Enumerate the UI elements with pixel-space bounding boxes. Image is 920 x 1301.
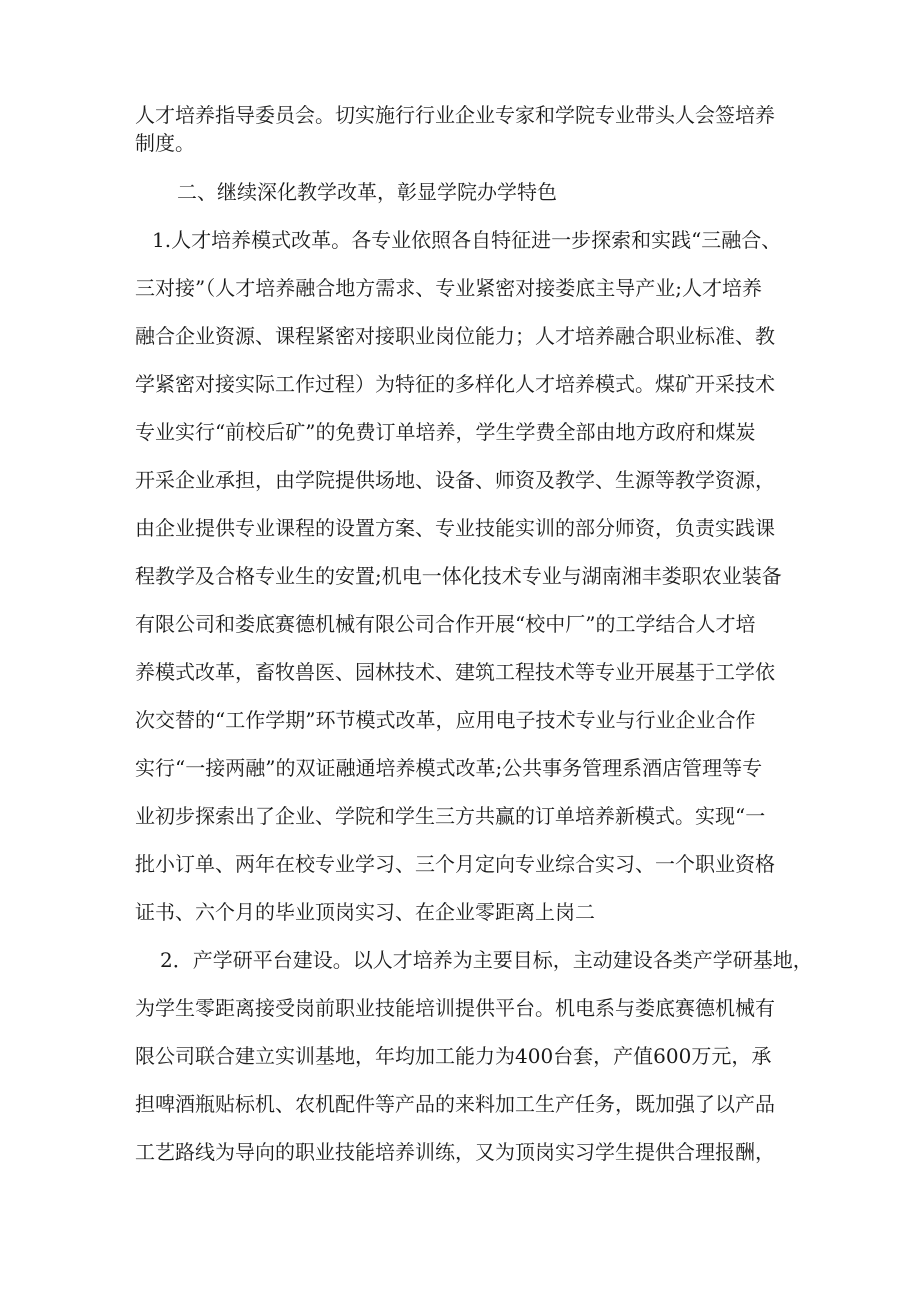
text-line: 证书、六个月的毕业顶岗实习、在企业零距离上岗二 — [135, 900, 595, 924]
text-line: 融合企业资源、课程紧密对接职业岗位能力；人才培养融合职业标准、教 — [135, 324, 775, 348]
section-heading: 二、继续深化教学改革，彰显学院办学特色 — [177, 180, 557, 204]
text-line: 1.人才培养模式改革。各专业依照各自特征进一步探索和实践“三融合、 — [152, 228, 782, 252]
text-line: 工艺路线为导向的职业技能培养训练，又为顶岗实习学生提供合理报酬， — [135, 1140, 775, 1164]
text-line: 学紧密对接实际工作过程）为特征的多样化人才培养模式。煤矿开采技术 — [135, 372, 775, 396]
text-line: 次交替的“工作学期”环节模式改革，应用电子技术专业与行业企业合作 — [135, 708, 756, 732]
text-line: 限公司联合建立实训基地，年均加工能力为400台套，产值600万元，承 — [135, 1044, 772, 1068]
text-line: 专业实行“前校后矿”的免费订单培养，学生学费全部由地方政府和煤炭 — [135, 420, 756, 444]
text-line: 由企业提供专业课程的设置方案、专业技能实训的部分师资，负责实践课 — [135, 516, 775, 540]
text-line: 批小订单、两年在校专业学习、三个月定向专业综合实习、一个职业资格 — [135, 852, 775, 876]
text-line: 人才培养指导委员会。切实施行行业企业专家和学院专业带头人会签培养 — [135, 103, 775, 127]
text-line: 业初步探索出了企业、学院和学生三方共赢的订单培养新模式。实现“一 — [135, 804, 766, 828]
text-line: 担啤酒瓶贴标机、农机配件等产品的来料加工生产任务，既加强了以产品 — [135, 1092, 775, 1116]
text-line: 为学生零距离接受岗前职业技能培训提供平台。机电系与娄底赛德机械有 — [135, 996, 775, 1020]
text-line: 实行“一接两融”的双证融通培养模式改革;公共事务管理系酒店管理等专 — [135, 756, 763, 780]
text-line: 三对接”（人才培养融合地方需求、专业紧密对接娄底主导产业;人才培养 — [135, 276, 762, 300]
text-line: 开采企业承担，由学院提供场地、设备、师资及教学、生源等教学资源， — [135, 468, 775, 492]
text-line: 制度。 — [135, 131, 195, 155]
text-line: 养模式改革，畜牧兽医、园林技术、建筑工程技术等专业开展基于工学依 — [135, 660, 775, 684]
text-line: 2．产学研平台建设。以人才培养为主要目标，主动建设各类产学研基地， — [160, 948, 813, 972]
text-line: 有限公司和娄底赛德机械有限公司合作开展“校中厂”的工学结合人才培 — [135, 612, 756, 636]
text-line: 程教学及合格专业生的安置;机电一体化技术专业与湖南湘丰娄职农业装备 — [135, 564, 782, 588]
